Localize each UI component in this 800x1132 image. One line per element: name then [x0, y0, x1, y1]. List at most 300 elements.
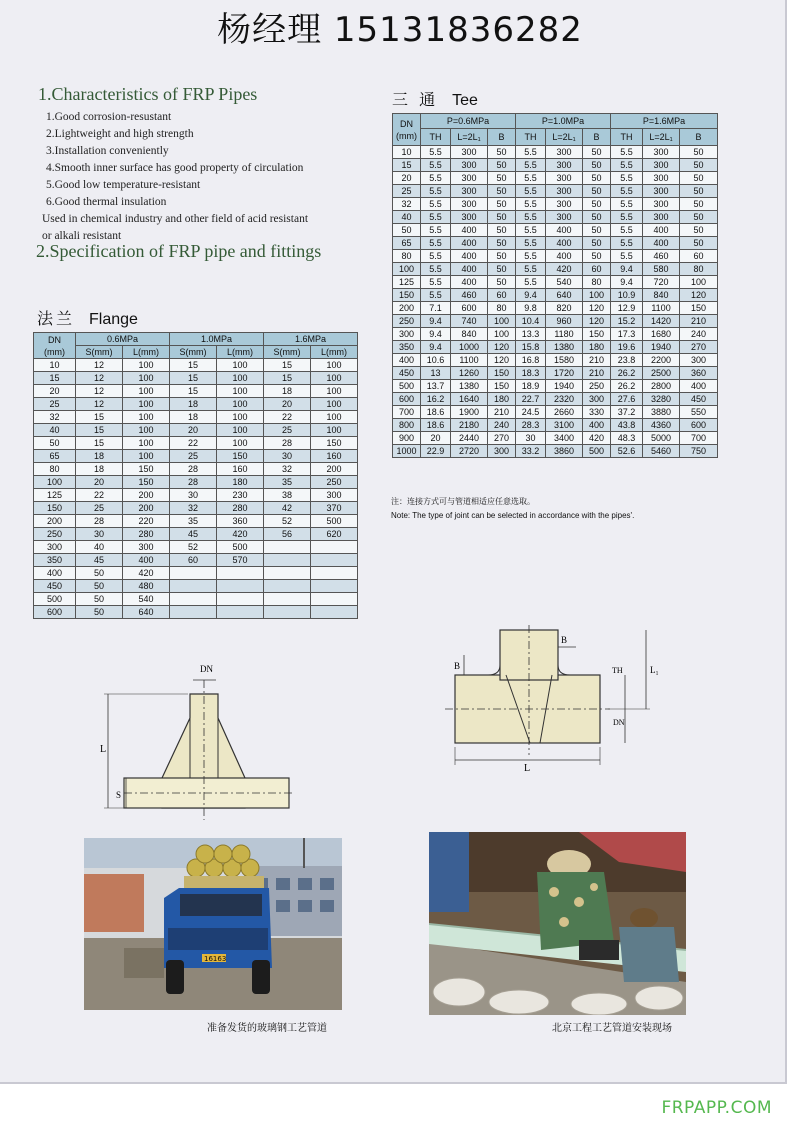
table-cell: 20 [76, 476, 123, 489]
table-cell: 500 [583, 445, 611, 458]
tee-title-cn: 三 通 [392, 90, 439, 109]
flange-table [33, 332, 358, 619]
table-cell: 300 [451, 159, 488, 172]
table-row [393, 159, 718, 172]
dn-cell: 800 [393, 419, 421, 432]
dn-cell: 15 [393, 159, 421, 172]
table-cell: 330 [583, 406, 611, 419]
table-cell: 50 [583, 237, 611, 250]
table-cell: 50 [680, 237, 718, 250]
table-cell: 100 [488, 315, 516, 328]
table-row [393, 237, 718, 250]
table-row [34, 359, 358, 372]
table-cell: 13.3 [516, 328, 546, 341]
table-row [393, 224, 718, 237]
table-cell: 30 [76, 528, 123, 541]
table-cell: 150 [311, 437, 358, 450]
table-cell: 22 [170, 437, 217, 450]
table-cell: 2320 [546, 393, 583, 406]
table-row [393, 185, 718, 198]
table-cell: 25 [264, 424, 311, 437]
table-cell: 25 [76, 502, 123, 515]
table-cell: 820 [546, 302, 583, 315]
table-cell: 100 [123, 424, 170, 437]
column-header-pressure: 0.6MPa [76, 333, 170, 346]
table-cell: 2200 [643, 354, 680, 367]
dim-l-label: L [100, 744, 107, 755]
table-cell: 210 [583, 354, 611, 367]
table-cell: 1100 [643, 302, 680, 315]
table-cell: 32 [264, 463, 311, 476]
table-cell: 28 [76, 515, 123, 528]
column-header-th: TH [421, 129, 451, 146]
table-row [393, 354, 718, 367]
table-cell: 42 [264, 502, 311, 515]
table-cell: 15.8 [516, 341, 546, 354]
dim-dn-label: DN [200, 664, 213, 674]
table-cell [264, 580, 311, 593]
table-cell: 26.2 [611, 367, 643, 380]
table-cell: 3860 [546, 445, 583, 458]
table-cell: 100 [311, 359, 358, 372]
table-cell: 5.5 [421, 211, 451, 224]
table-cell: 960 [546, 315, 583, 328]
dn-cell: 32 [393, 198, 421, 211]
column-header-l: L=2L₁ [643, 129, 680, 146]
table-cell: 5.5 [611, 211, 643, 224]
table-cell: 5.5 [516, 276, 546, 289]
table-cell: 25 [170, 450, 217, 463]
table-cell: 100 [311, 398, 358, 411]
table-cell: 300 [546, 185, 583, 198]
list-item: 6.Good thermal insulation [46, 196, 167, 208]
table-cell: 33.2 [516, 445, 546, 458]
table-cell: 9.4 [516, 289, 546, 302]
table-cell: 5.5 [516, 263, 546, 276]
table-cell: 50 [488, 185, 516, 198]
dn-cell: 300 [393, 328, 421, 341]
truck-photo [84, 838, 342, 1010]
column-header-s: S(mm) [76, 346, 123, 359]
table-cell: 640 [123, 606, 170, 619]
table-cell [311, 554, 358, 567]
table-cell: 13 [421, 367, 451, 380]
list-item: 5.Good low temperature-resistant [46, 179, 201, 191]
table-cell: 50 [583, 172, 611, 185]
table-cell: 100 [217, 372, 264, 385]
table-cell: 50 [488, 172, 516, 185]
table-cell [311, 593, 358, 606]
column-header-dn: DN (mm) [34, 333, 76, 359]
table-cell: 150 [123, 463, 170, 476]
table-cell: 420 [546, 263, 583, 276]
tee-title-en: Tee [452, 92, 478, 109]
table-cell: 150 [583, 328, 611, 341]
site-watermark: FRPAPP.COM [661, 1098, 772, 1118]
contact-header: 杨经理 15131836282 [217, 10, 583, 50]
table-cell: 50 [680, 185, 718, 198]
table-cell: 100 [217, 424, 264, 437]
dim-dn-label: DN [613, 718, 625, 727]
table-cell: 420 [123, 567, 170, 580]
table-cell: 50 [583, 185, 611, 198]
table-cell: 2800 [643, 380, 680, 393]
dn-cell: 125 [393, 276, 421, 289]
table-cell: 180 [217, 476, 264, 489]
table-cell: 400 [546, 250, 583, 263]
table-cell: 5000 [643, 432, 680, 445]
table-cell: 50 [488, 276, 516, 289]
table-cell: 5.5 [421, 159, 451, 172]
table-row [393, 289, 718, 302]
table-cell: 9.8 [516, 302, 546, 315]
table-cell: 50 [76, 567, 123, 580]
table-cell: 50 [583, 146, 611, 159]
table-cell: 50 [488, 224, 516, 237]
dn-cell: 25 [34, 398, 76, 411]
table-cell: 600 [451, 302, 488, 315]
table-cell: 12.9 [611, 302, 643, 315]
table-row [393, 367, 718, 380]
table-cell: 12 [76, 359, 123, 372]
table-cell: 150 [217, 450, 264, 463]
table-cell [170, 606, 217, 619]
column-header-dn: DN (mm) [393, 114, 421, 146]
table-cell: 1640 [451, 393, 488, 406]
table-cell: 5.5 [421, 276, 451, 289]
list-item: or alkali resistant [42, 230, 122, 242]
table-cell: 1940 [643, 341, 680, 354]
table-cell: 2720 [451, 445, 488, 458]
table-cell: 370 [311, 502, 358, 515]
table-cell [311, 606, 358, 619]
table-cell: 270 [488, 432, 516, 445]
tee-title [392, 87, 478, 110]
dn-cell: 40 [34, 424, 76, 437]
table-cell: 50 [583, 211, 611, 224]
table-cell: 16.8 [516, 354, 546, 367]
table-cell: 5.5 [516, 198, 546, 211]
table-cell: 840 [451, 328, 488, 341]
table-cell: 50 [488, 237, 516, 250]
table-cell: 5.5 [421, 185, 451, 198]
table-cell: 100 [311, 424, 358, 437]
flange-title-cn: 法兰 [37, 309, 76, 328]
dn-cell: 500 [393, 380, 421, 393]
table-cell: 100 [488, 328, 516, 341]
dn-cell: 200 [34, 515, 76, 528]
table-cell: 210 [488, 406, 516, 419]
column-header-s: S(mm) [170, 346, 217, 359]
table-cell: 300 [546, 146, 583, 159]
table-cell [170, 580, 217, 593]
table-cell [311, 567, 358, 580]
table-cell: 13.7 [421, 380, 451, 393]
table-cell: 35 [264, 476, 311, 489]
table-cell: 300 [451, 185, 488, 198]
table-cell: 100 [217, 385, 264, 398]
table-cell: 620 [311, 528, 358, 541]
table-cell: 50 [488, 146, 516, 159]
table-cell: 400 [643, 224, 680, 237]
table-cell: 200 [311, 463, 358, 476]
table-cell: 300 [643, 159, 680, 172]
table-cell: 1940 [546, 380, 583, 393]
table-row [393, 328, 718, 341]
table-cell: 300 [643, 146, 680, 159]
table-cell: 100 [311, 372, 358, 385]
table-cell: 5.5 [516, 224, 546, 237]
table-cell: 5.5 [611, 198, 643, 211]
table-cell: 400 [123, 554, 170, 567]
table-cell: 120 [583, 315, 611, 328]
table-cell: 5.5 [516, 185, 546, 198]
table-cell: 50 [488, 159, 516, 172]
table-cell: 5.5 [421, 237, 451, 250]
table-cell: 160 [311, 450, 358, 463]
table-row [34, 411, 358, 424]
table-cell: 100 [311, 385, 358, 398]
table-cell: 60 [170, 554, 217, 567]
table-cell: 19.6 [611, 341, 643, 354]
table-cell: 24.5 [516, 406, 546, 419]
table-cell: 460 [451, 289, 488, 302]
table-cell: 5.5 [516, 250, 546, 263]
table-cell [217, 580, 264, 593]
table-cell: 50 [488, 211, 516, 224]
table-cell: 300 [643, 198, 680, 211]
table-cell: 4360 [643, 419, 680, 432]
table-cell: 5.5 [421, 263, 451, 276]
table-cell: 5.5 [611, 237, 643, 250]
table-cell: 15.2 [611, 315, 643, 328]
list-item: 2.Lightweight and high strength [46, 128, 194, 140]
table-cell: 420 [217, 528, 264, 541]
table-cell: 28.3 [516, 419, 546, 432]
column-header-pressure: P=0.6MPa [421, 114, 516, 129]
table-cell: 220 [123, 515, 170, 528]
table-cell: 15 [76, 424, 123, 437]
table-cell: 37.2 [611, 406, 643, 419]
table-cell: 30 [170, 489, 217, 502]
table-cell: 600 [680, 419, 718, 432]
characteristics-heading: 1.Characteristics of FRP Pipes [38, 84, 258, 104]
column-header-b: B [488, 129, 516, 146]
table-cell: 400 [451, 237, 488, 250]
table-cell: 20 [264, 398, 311, 411]
table-cell: 27.6 [611, 393, 643, 406]
dn-cell: 600 [393, 393, 421, 406]
table-cell: 150 [488, 380, 516, 393]
list-item: 1.Good corrosion-resustant [46, 111, 172, 123]
table-cell [264, 606, 311, 619]
table-cell: 22 [264, 411, 311, 424]
table-row [393, 445, 718, 458]
table-cell [217, 606, 264, 619]
table-cell: 120 [583, 302, 611, 315]
column-header-th: TH [611, 129, 643, 146]
table-cell: 300 [488, 445, 516, 458]
dn-cell: 400 [393, 354, 421, 367]
table-cell: 15 [76, 437, 123, 450]
table-row [34, 372, 358, 385]
table-cell: 5.5 [611, 146, 643, 159]
table-row [34, 424, 358, 437]
table-cell: 400 [546, 224, 583, 237]
table-cell: 400 [643, 237, 680, 250]
table-cell: 15 [170, 359, 217, 372]
installation-photo-illustration [429, 832, 686, 1015]
table-row [34, 502, 358, 515]
table-cell: 300 [451, 172, 488, 185]
list-item: 4.Smooth inner surface has good property of circulation [46, 162, 304, 174]
table-cell: 10.4 [516, 315, 546, 328]
table-cell: 3880 [643, 406, 680, 419]
table-cell: 5.5 [611, 185, 643, 198]
table-cell: 52 [170, 541, 217, 554]
table-cell: 3280 [643, 393, 680, 406]
table-row [34, 450, 358, 463]
table-cell: 500 [311, 515, 358, 528]
table-cell: 18 [264, 385, 311, 398]
table-cell: 20 [170, 424, 217, 437]
table-cell: 50 [76, 593, 123, 606]
installation-photo-caption: 北京工程工艺管道安装现场 [552, 1023, 672, 1034]
table-cell: 360 [217, 515, 264, 528]
table-cell: 300 [583, 393, 611, 406]
table-cell: 60 [488, 289, 516, 302]
table-cell: 56 [264, 528, 311, 541]
table-cell: 120 [488, 354, 516, 367]
tee-note-en: Note: The type of joint can be selected in accordance with the pipes'. [391, 511, 635, 520]
table-cell: 5.5 [516, 172, 546, 185]
dim-l-label: L [524, 763, 531, 774]
spec-heading: 2.Specification of FRP pipe and fittings [36, 241, 322, 261]
table-cell [217, 567, 264, 580]
table-cell [170, 567, 217, 580]
table-row [34, 606, 358, 619]
table-cell: 5.5 [611, 159, 643, 172]
table-cell: 400 [546, 237, 583, 250]
truck-photo-caption: 准备发货的玻璃钢工艺管道 [207, 1023, 327, 1034]
table-row [393, 302, 718, 315]
table-cell: 50 [680, 224, 718, 237]
table-cell: 5.5 [421, 146, 451, 159]
table-cell: 5460 [643, 445, 680, 458]
table-cell: 22 [76, 489, 123, 502]
dn-cell: 10 [34, 359, 76, 372]
table-cell: 10.6 [421, 354, 451, 367]
table-row [393, 263, 718, 276]
table-row [34, 437, 358, 450]
table-cell: 200 [123, 502, 170, 515]
table-cell: 50 [488, 198, 516, 211]
table-cell: 12 [76, 385, 123, 398]
table-cell: 100 [311, 411, 358, 424]
dn-cell: 80 [34, 463, 76, 476]
dn-cell: 600 [34, 606, 76, 619]
table-cell: 50 [680, 172, 718, 185]
table-cell: 300 [123, 541, 170, 554]
table-cell: 240 [488, 419, 516, 432]
table-cell: 7.1 [421, 302, 451, 315]
table-cell: 240 [680, 328, 718, 341]
table-cell: 280 [123, 528, 170, 541]
table-cell: 5.5 [516, 237, 546, 250]
table-cell: 200 [123, 489, 170, 502]
table-cell: 400 [451, 276, 488, 289]
table-cell: 50 [583, 224, 611, 237]
table-cell: 150 [123, 476, 170, 489]
list-item: 3.Installation conveniently [46, 145, 169, 157]
dn-cell: 400 [34, 567, 76, 580]
dn-cell: 200 [393, 302, 421, 315]
table-cell: 360 [680, 367, 718, 380]
table-cell: 1720 [546, 367, 583, 380]
table-cell: 550 [680, 406, 718, 419]
table-cell: 50 [583, 250, 611, 263]
column-header-pressure: 1.6MPa [264, 333, 358, 346]
table-cell: 35 [170, 515, 217, 528]
table-cell: 50 [680, 146, 718, 159]
table-cell: 18.6 [421, 419, 451, 432]
truck-photo-illustration [84, 838, 342, 1010]
table-cell: 300 [546, 198, 583, 211]
table-cell: 700 [680, 432, 718, 445]
table-row [393, 393, 718, 406]
table-cell: 10.9 [611, 289, 643, 302]
table-cell: 50 [583, 159, 611, 172]
table-cell: 48.3 [611, 432, 643, 445]
table-cell: 250 [311, 476, 358, 489]
table-cell: 45 [76, 554, 123, 567]
table-cell: 400 [451, 224, 488, 237]
table-cell: 210 [583, 367, 611, 380]
dim-s-label: S [116, 790, 122, 800]
table-cell: 1180 [546, 328, 583, 341]
table-cell: 40 [76, 541, 123, 554]
table-cell: 28 [264, 437, 311, 450]
dim-b-left-label: B [454, 661, 461, 671]
table-cell: 60 [583, 263, 611, 276]
table-cell: 100 [123, 385, 170, 398]
table-cell: 1380 [546, 341, 583, 354]
dn-cell: 50 [393, 224, 421, 237]
table-cell: 5.5 [611, 250, 643, 263]
flange-title-en: Flange [89, 311, 138, 328]
table-cell: 15 [264, 359, 311, 372]
dn-cell: 150 [393, 289, 421, 302]
table-cell: 100 [123, 398, 170, 411]
table-row [34, 554, 358, 567]
dn-cell: 150 [34, 502, 76, 515]
flange-title [37, 306, 138, 329]
table-cell: 100 [217, 437, 264, 450]
table-row [34, 593, 358, 606]
table-cell: 9.4 [421, 341, 451, 354]
table-cell: 60 [680, 250, 718, 263]
dn-cell: 32 [34, 411, 76, 424]
table-cell: 100 [583, 289, 611, 302]
table-cell: 12 [76, 398, 123, 411]
table-cell: 1100 [451, 354, 488, 367]
table-cell: 230 [217, 489, 264, 502]
table-row [393, 380, 718, 393]
table-row [34, 580, 358, 593]
table-cell: 280 [217, 502, 264, 515]
table-cell: 1580 [546, 354, 583, 367]
table-cell: 50 [488, 263, 516, 276]
